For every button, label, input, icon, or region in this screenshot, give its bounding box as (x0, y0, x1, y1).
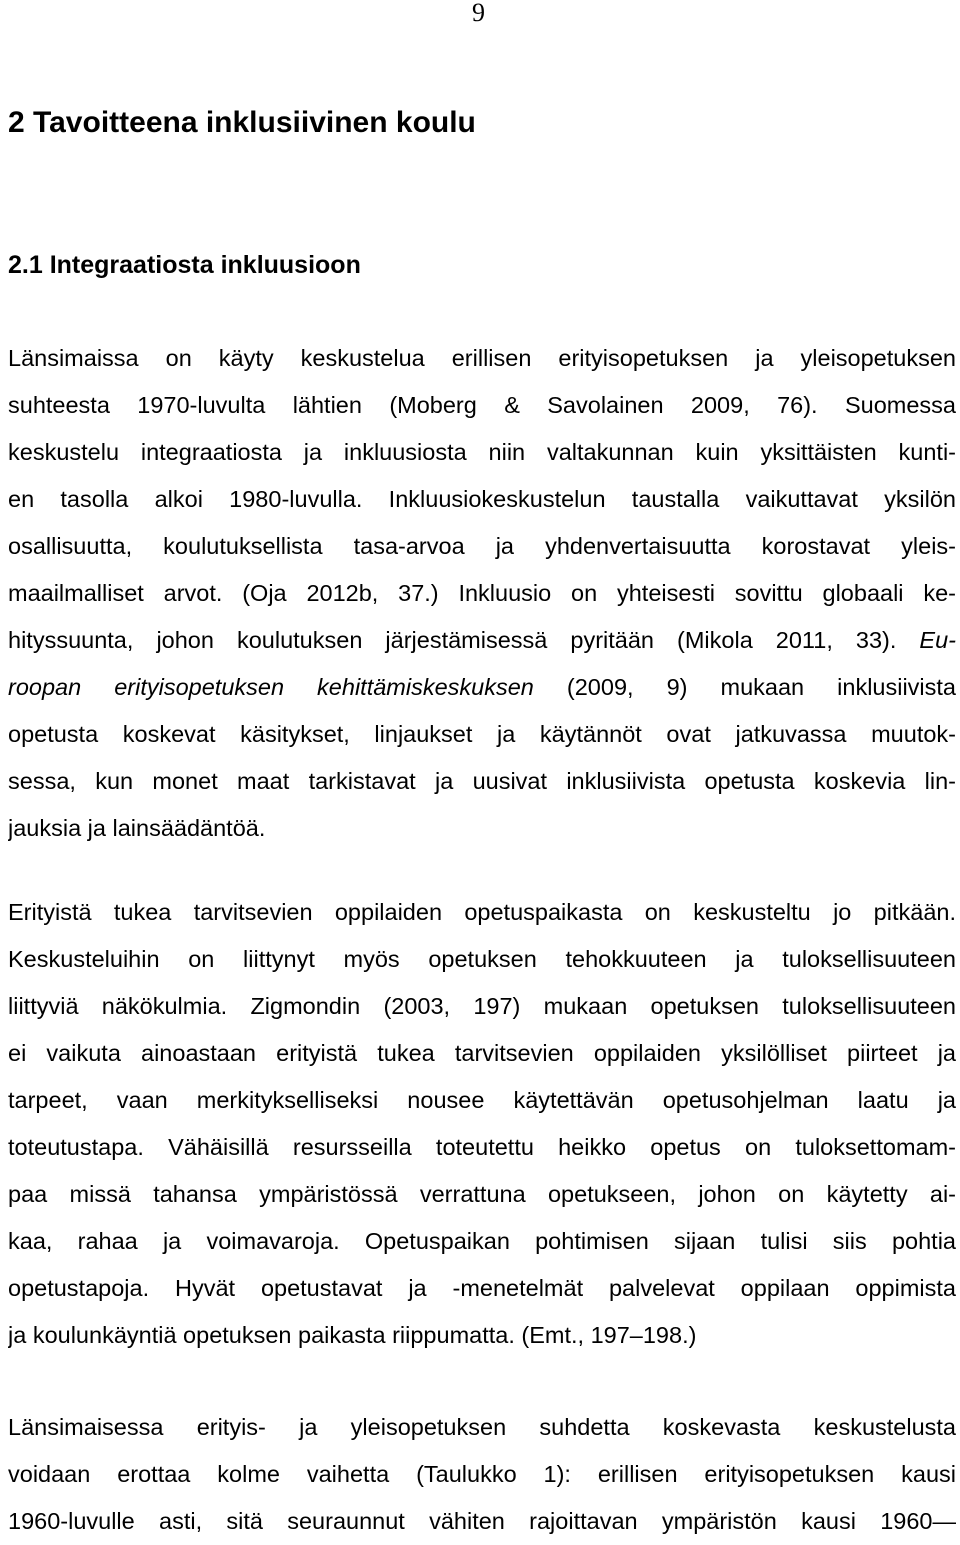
text-line: en tasolla alkoi 1980-luvulla. Inkluusiokeskustelun taustalla vaikuttavat yksilön (8, 486, 956, 512)
text-line: hityssuunta, johon koulutuksen järjestämisessä pyritään (Mikola 2011, 33). Eu- (8, 627, 956, 653)
text-line: Länsimaissa on käyty keskustelua erillisen erityisopetuksen ja yleisopetuksen (8, 345, 956, 371)
paragraph-teaching-location (8, 889, 956, 1359)
publication-title: Eu- (919, 627, 956, 653)
text-line: toteutustapa. Vähäisillä resursseilla toteutettu heikko opetus on tuloksettomam- (8, 1134, 956, 1160)
text-line: Keskusteluihin on liittynyt myös opetuksen tehokkuuteen ja tuloksellisuuteen (8, 946, 956, 972)
text-line: paa missä tahansa ympäristössä verrattuna opetukseen, johon on käytetty ai- (8, 1181, 956, 1207)
section-heading: 2.1 Integraatiosta inkluusioon (8, 251, 361, 279)
text-line: keskustelu integraatiosta ja inkluusiosta niin valtakunnan kuin yksittäisten kunti- (8, 439, 956, 465)
text-line: osallisuutta, koulutuksellista tasa-arvoa ja yhdenvertaisuutta korostavat yleis- (8, 533, 956, 559)
text-line: kaa, rahaa ja voimavaroja. Opetuspaikan pohtimisen sijaan tulisi siis pohtia (8, 1228, 956, 1254)
text-line: liittyviä näkökulmia. Zigmondin (2003, 197) mukaan opetuksen tuloksellisuuteen (8, 993, 956, 1019)
page-number: 9 (472, 0, 485, 27)
text-line: tarpeet, vaan merkitykselliseksi nousee käytettävän opetusohjelman laatu ja (8, 1087, 956, 1113)
publication-title: roopan erityisopetuksen kehittämiskeskuksen (8, 674, 534, 700)
paragraph-three-phases (8, 1404, 956, 1545)
text-line: maailmalliset arvot. (Oja 2012b, 37.) Inkluusio on yhteisesti sovittu globaali ke- (8, 580, 956, 606)
paragraph-integration-history (8, 335, 956, 852)
text-line: opetustapoja. Hyvät opetustavat ja -menetelmät palvelevat oppilaan oppimista (8, 1275, 956, 1301)
text-line: jauksia ja lainsäädäntöä. (8, 815, 266, 841)
text-line: 1960-luvulle asti, sitä seuraunnut vähiten rajoittavan ympäristön kausi 1960— (8, 1508, 956, 1534)
text-line: roopan erityisopetuksen kehittämiskeskuksen (2009, 9) mukaan inklusiivista (8, 674, 956, 700)
chapter-heading: 2 Tavoitteena inklusiivinen koulu (8, 106, 476, 139)
text-line: ja koulunkäyntiä opetuksen paikasta riippumatta. (Emt., 197–198.) (8, 1322, 697, 1348)
text-line: ei vaikuta ainoastaan erityistä tukea tarvitsevien oppilaiden yksilölliset piirteet ja (8, 1040, 956, 1066)
text-line: Länsimaisessa erityis- ja yleisopetuksen suhdetta koskevasta keskustelusta (8, 1414, 956, 1440)
text-line: suhteesta 1970-luvulta lähtien (Moberg & Savolainen 2009, 76). Suomessa (8, 392, 956, 418)
text-line: sessa, kun monet maat tarkistavat ja uusivat inklusiivista opetusta koskevia lin- (8, 768, 956, 794)
text-line: opetusta koskevat käsitykset, linjaukset ja käytännöt ovat jatkuvassa muutok- (8, 721, 956, 747)
text-line: voidaan erottaa kolme vaihetta (Taulukko 1): erillisen erityisopetuksen kausi (8, 1461, 956, 1487)
text-line: Erityistä tukea tarvitsevien oppilaiden opetuspaikasta on keskusteltu jo pitkään. (8, 899, 956, 925)
